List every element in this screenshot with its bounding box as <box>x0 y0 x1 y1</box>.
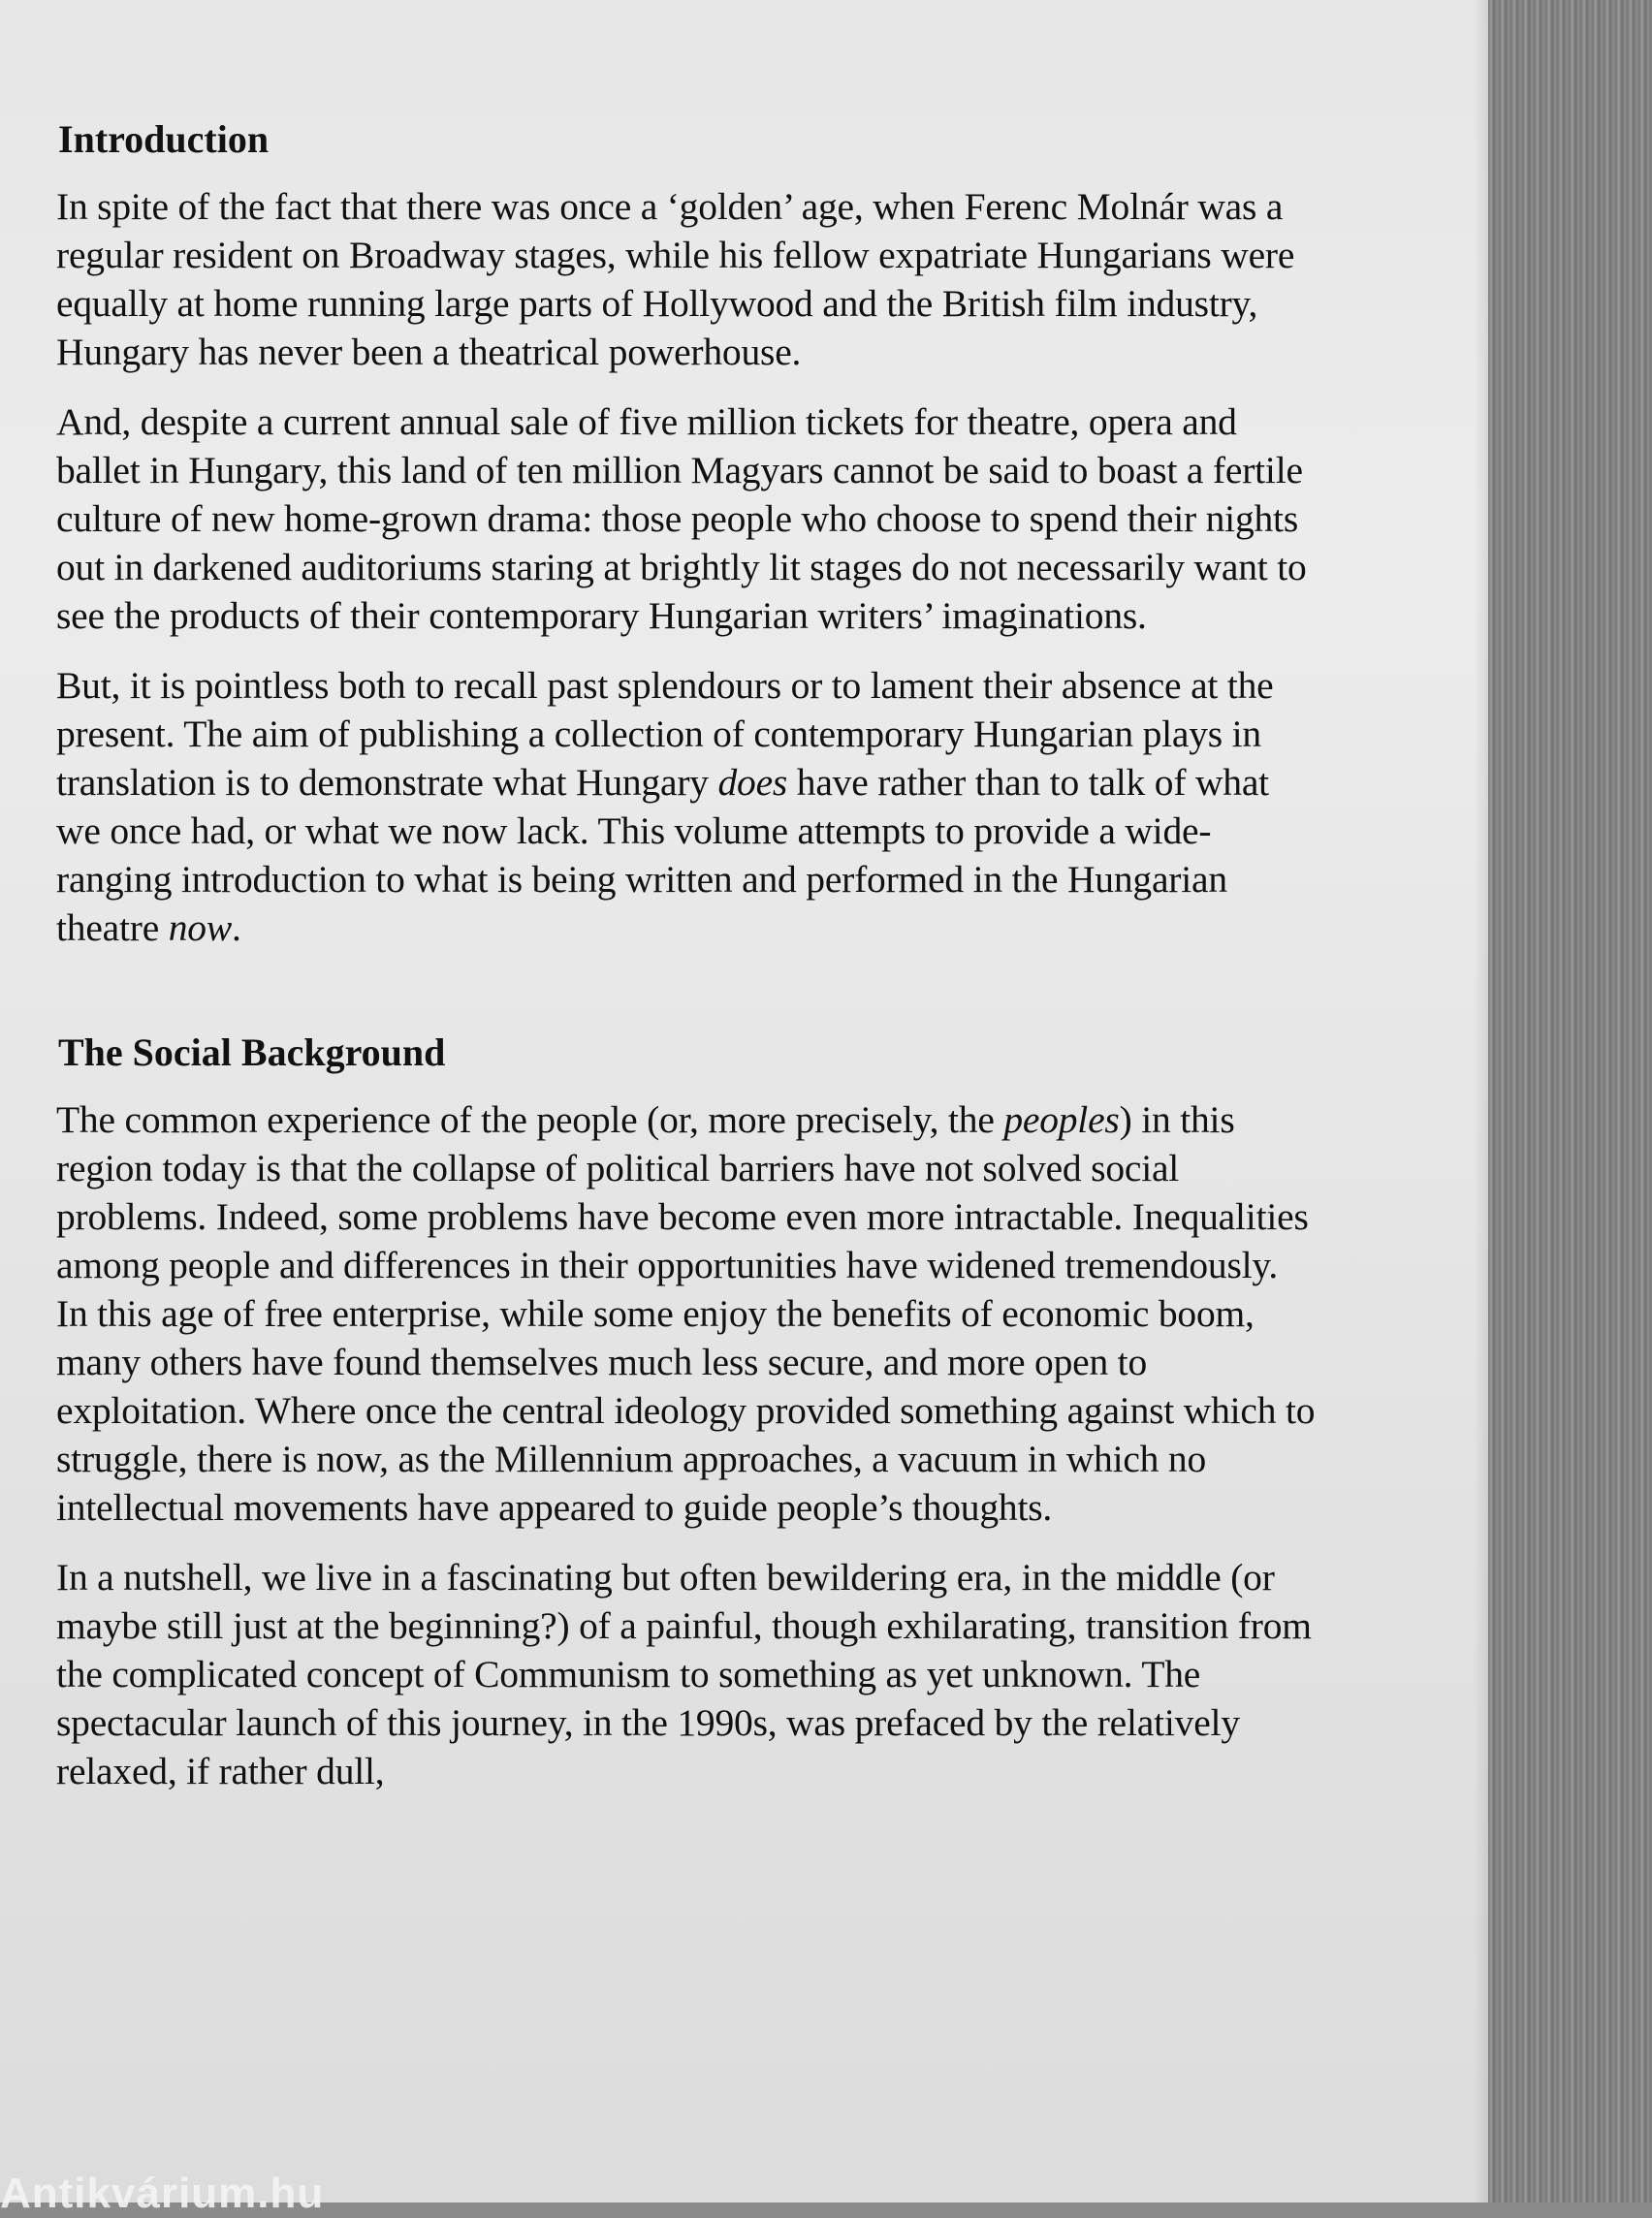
emphasis-now: now <box>168 906 232 949</box>
paragraph-social-2: In a nutshell, we live in a fascinating but often bewildering era, in the middle (or maybe still just at the beginning?) of a painful, though exhilarating, transition from the complicated concept of Communism to something as yet unknown. The spectacular launch of this journey, in the 1990s, was prefaced by the relatively relaxed, if rather dull, <box>56 1556 1312 1792</box>
watermark-logo: Antikvárium.hu <box>0 2170 325 2217</box>
paragraph-intro-2: And, despite a current annual sale of five million tickets for theatre, opera and ballet in Hungary, this land of ten million Magyars cannot be said to boast a fertile culture of new home-grown drama: those people who choose to spend their nights out in darkened auditoriums staring at brightly lit stages do not necessarily want to see the products of their contemporary Hungarian writers’ imaginations. <box>56 400 1307 637</box>
section-heading-introduction: Introduction <box>58 117 270 161</box>
section-heading-social-background: The Social Background <box>58 1030 446 1074</box>
page-edge-shadow <box>1474 0 1488 2202</box>
emphasis-peoples: peoples <box>1003 1098 1120 1141</box>
page-content <box>56 116 1317 1817</box>
paragraph-intro-3: But, it is pointless both to recall past splendours or to lament their absence at the present. The aim of publishing a collection of contemporary Hungarian plays in translation is to demonstrate what Hungary does have rather than to talk of what we once had, or what we now lack. This volume attempts to provide a wide-ranging introduction to what is being written and performed in the Hungarian theatre now. <box>56 664 1274 949</box>
adjacent-page-edge <box>1488 0 1652 2202</box>
paragraph-social-1: The common experience of the people (or, more precisely, the peoples) in this region today is that the collapse of political barriers have not solved social problems. Indeed, some problems have become even more intractable. Inequalities among people and differences in their opportunities have widened tremendously. In this age of free enterprise, while some enjoy the benefits of economic boom, many others have found themselves much less secure, and more open to exploitation. Where once the central ideology provided something against which to struggle, there is now, as the Millennium approaches, a vacuum in which no intellectual movements have appeared to guide people’s thoughts. <box>56 1098 1316 1529</box>
emphasis-does: does <box>717 761 788 804</box>
paragraph-intro-1: In spite of the fact that there was once a ‘golden’ age, when Ferenc Molnár was a regular resident on Broadway stages, while his fellow expatriate Hungarians were equally at home running large parts of Hollywood and the British film industry, Hungary has never been a theatrical powerhouse. <box>56 185 1295 373</box>
